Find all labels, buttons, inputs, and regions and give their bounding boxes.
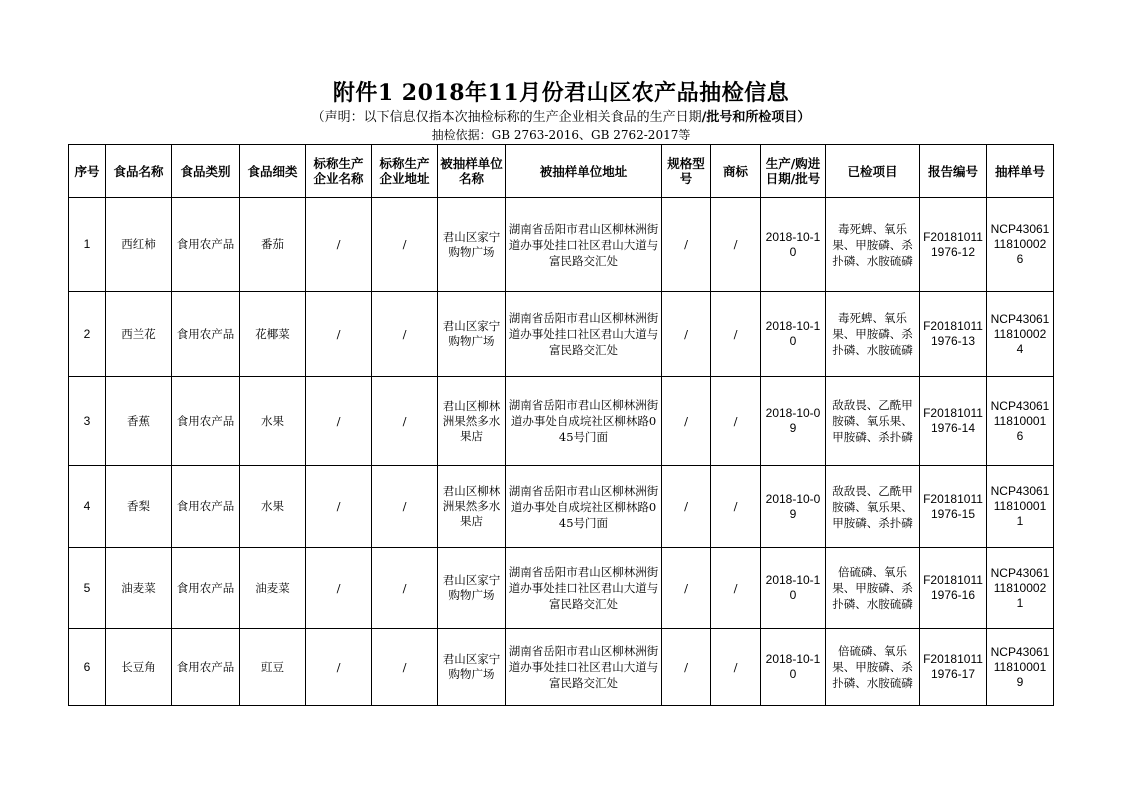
cell-production-date: 2018-10-10 <box>761 629 826 706</box>
cell-production-date: 2018-10-10 <box>761 548 826 629</box>
header-sampled-unit-name: 被抽样单位名称 <box>438 145 506 198</box>
cell-trademark: / <box>711 292 761 377</box>
cell-tested-items: 敌敌畏、乙酰甲胺磷、氧乐果、甲胺磷、杀扑磷 <box>826 466 920 548</box>
cell-sampled-unit-address: 湖南省岳阳市君山区柳林洲街道办事处自成垸社区柳林路045号门面 <box>506 377 662 466</box>
cell-sample-number: NCP4306111810002 4 <box>987 292 1054 377</box>
cell-trademark: / <box>711 198 761 292</box>
cell-food-subcategory: 豇豆 <box>240 629 306 706</box>
table-row <box>69 629 1054 706</box>
cell-food-category: 食用农产品 <box>172 548 240 629</box>
header-sample-number: 抽样单号 <box>987 145 1054 198</box>
cell-report-number: F201810111976-15 <box>920 466 987 548</box>
cell-seq: 4 <box>69 466 106 548</box>
cell-food-category: 食用农产品 <box>172 377 240 466</box>
cell-sampled-unit-name: 君山区柳林洲果然多水果店 <box>438 377 506 466</box>
document-title: 附件1 2018年11月份君山区农产品抽检信息 <box>332 80 790 106</box>
cell-food-subcategory: 油麦菜 <box>240 548 306 629</box>
header-seq: 序号 <box>69 145 106 198</box>
cell-report-number: F201810111976-14 <box>920 377 987 466</box>
cell-food-name: 香蕉 <box>106 377 172 466</box>
cell-sample-number: NCP4306111810001 1 <box>987 466 1054 548</box>
cell-sample-number: NCP4306111810001 9 <box>987 629 1054 706</box>
cell-seq: 2 <box>69 292 106 377</box>
cell-report-number: F201810111976-17 <box>920 629 987 706</box>
cell-production-date: 2018-10-10 <box>761 198 826 292</box>
cell-sampled-unit-address: 湖南省岳阳市君山区柳林洲街道办事处挂口社区君山大道与富民路交汇处 <box>506 548 662 629</box>
cell-seq: 1 <box>69 198 106 292</box>
cell-producer-address: / <box>372 198 438 292</box>
cell-food-name: 香梨 <box>106 466 172 548</box>
cell-spec-model: / <box>662 629 711 706</box>
cell-sample-number: NCP4306111810002 6 <box>987 198 1054 292</box>
cell-seq: 3 <box>69 377 106 466</box>
cell-sampled-unit-address: 湖南省岳阳市君山区柳林洲街道办事处挂口社区君山大道与富民路交汇处 <box>506 198 662 292</box>
cell-food-name: 油麦菜 <box>106 548 172 629</box>
header-row <box>69 145 1054 198</box>
table-row <box>69 466 1054 548</box>
cell-tested-items: 倍硫磷、氧乐果、甲胺磷、杀扑磷、水胺硫磷 <box>826 629 920 706</box>
cell-producer-name: / <box>306 548 372 629</box>
cell-tested-items: 毒死蜱、氧乐果、甲胺磷、杀扑磷、水胺硫磷 <box>826 198 920 292</box>
cell-sampled-unit-name: 君山区家宁购物广场 <box>438 629 506 706</box>
cell-seq: 5 <box>69 548 106 629</box>
cell-producer-name: / <box>306 466 372 548</box>
cell-seq: 6 <box>69 629 106 706</box>
cell-sample-number: NCP4306111810002 1 <box>987 548 1054 629</box>
cell-food-category: 食用农产品 <box>172 629 240 706</box>
header-food-category: 食品类别 <box>172 145 240 198</box>
cell-sampled-unit-address: 湖南省岳阳市君山区柳林洲街道办事处挂口社区君山大道与富民路交汇处 <box>506 292 662 377</box>
cell-food-name: 长豆角 <box>106 629 172 706</box>
table-header <box>69 145 1054 198</box>
header-spec-model: 规格型号 <box>662 145 711 198</box>
cell-food-subcategory: 水果 <box>240 466 306 548</box>
cell-producer-address: / <box>372 377 438 466</box>
document-subtitle <box>0 106 1122 125</box>
cell-food-category: 食用农产品 <box>172 292 240 377</box>
header-report-number: 报告编号 <box>920 145 987 198</box>
table-row <box>69 198 1054 292</box>
cell-food-subcategory: 番茄 <box>240 198 306 292</box>
cell-trademark: / <box>711 377 761 466</box>
cell-sampled-unit-name: 君山区柳林洲果然多水果店 <box>438 466 506 548</box>
cell-production-date: 2018-10-09 <box>761 377 826 466</box>
cell-sampled-unit-name: 君山区家宁购物广场 <box>438 198 506 292</box>
cell-producer-address: / <box>372 292 438 377</box>
cell-producer-address: / <box>372 466 438 548</box>
subtitle-bold: /批号和所检项目） <box>701 110 811 125</box>
cell-spec-model: / <box>662 198 711 292</box>
cell-food-subcategory: 水果 <box>240 377 306 466</box>
cell-sampled-unit-address: 湖南省岳阳市君山区柳林洲街道办事处挂口社区君山大道与富民路交汇处 <box>506 629 662 706</box>
inspection-table <box>68 144 1054 706</box>
cell-sampled-unit-name: 君山区家宁购物广场 <box>438 292 506 377</box>
cell-sample-number: NCP4306111810001 6 <box>987 377 1054 466</box>
cell-food-name: 西红柿 <box>106 198 172 292</box>
cell-spec-model: / <box>662 377 711 466</box>
cell-trademark: / <box>711 629 761 706</box>
table-row <box>69 377 1054 466</box>
cell-sampled-unit-name: 君山区家宁购物广场 <box>438 548 506 629</box>
cell-spec-model: / <box>662 548 711 629</box>
inspection-basis: 抽检依据：GB 2763-2016、GB 2762-2017等 <box>431 128 691 142</box>
cell-producer-name: / <box>306 377 372 466</box>
header-food-name: 食品名称 <box>106 145 172 198</box>
cell-spec-model: / <box>662 466 711 548</box>
cell-food-name: 西兰花 <box>106 292 172 377</box>
cell-producer-address: / <box>372 548 438 629</box>
header-food-subcategory: 食品细类 <box>240 145 306 198</box>
subtitle-plain: （声明：以下信息仅指本次抽检标称的生产企业相关食品的生产日期 <box>311 110 702 125</box>
cell-food-subcategory: 花椰菜 <box>240 292 306 377</box>
header-producer-name: 标称生产企业名称 <box>306 145 372 198</box>
cell-producer-name: / <box>306 629 372 706</box>
cell-producer-address: / <box>372 629 438 706</box>
cell-tested-items: 毒死蜱、氧乐果、甲胺磷、杀扑磷、水胺硫磷 <box>826 292 920 377</box>
header-tested-items: 已检项目 <box>826 145 920 198</box>
table-body <box>69 198 1054 706</box>
cell-spec-model: / <box>662 292 711 377</box>
header-producer-address: 标称生产企业地址 <box>372 145 438 198</box>
cell-food-category: 食用农产品 <box>172 198 240 292</box>
cell-producer-name: / <box>306 198 372 292</box>
cell-food-category: 食用农产品 <box>172 466 240 548</box>
cell-sampled-unit-address: 湖南省岳阳市君山区柳林洲街道办事处自成垸社区柳林路045号门面 <box>506 466 662 548</box>
header-trademark: 商标 <box>711 145 761 198</box>
cell-trademark: / <box>711 548 761 629</box>
header-sampled-unit-address: 被抽样单位地址 <box>506 145 662 198</box>
cell-tested-items: 敌敌畏、乙酰甲胺磷、氧乐果、甲胺磷、杀扑磷 <box>826 377 920 466</box>
cell-report-number: F201810111976-16 <box>920 548 987 629</box>
cell-report-number: F201810111976-13 <box>920 292 987 377</box>
cell-tested-items: 倍硫磷、氧乐果、甲胺磷、杀扑磷、水胺硫磷 <box>826 548 920 629</box>
cell-production-date: 2018-10-10 <box>761 292 826 377</box>
header-production-date: 生产/购进日期/批号 <box>761 145 826 198</box>
table-row <box>69 548 1054 629</box>
cell-report-number: F201810111976-12 <box>920 198 987 292</box>
table-row <box>69 292 1054 377</box>
cell-producer-name: / <box>306 292 372 377</box>
cell-trademark: / <box>711 466 761 548</box>
cell-production-date: 2018-10-09 <box>761 466 826 548</box>
